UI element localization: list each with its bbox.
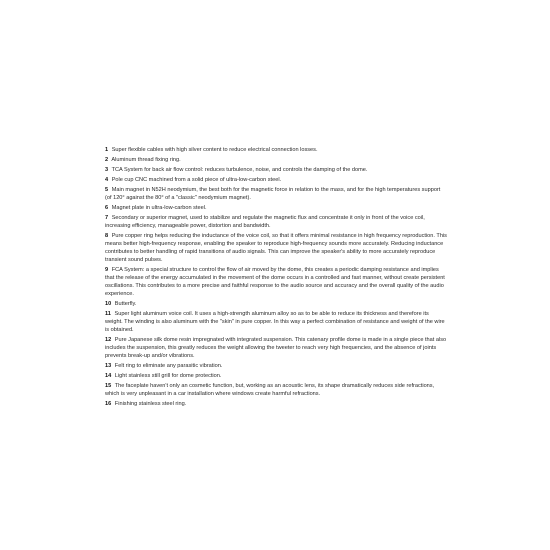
- spec-item-2: [105, 156, 447, 164]
- spec-number: 9: [105, 267, 109, 273]
- spec-item-14: [105, 372, 447, 380]
- spec-text: Butterfly.: [114, 301, 137, 307]
- spec-number: 15: [105, 383, 112, 389]
- spec-number: 7: [105, 215, 109, 221]
- spec-number: 16: [105, 401, 112, 407]
- spec-number: 5: [105, 187, 109, 193]
- spec-item-8: [105, 232, 447, 264]
- spec-text: Pole cup CNC machined from a solid piece of ultra-low-carbon steel.: [111, 177, 282, 183]
- spec-number: 10: [105, 301, 112, 307]
- spec-item-11: [105, 310, 447, 334]
- spec-item-13: [105, 362, 447, 370]
- spec-item-16: [105, 400, 447, 408]
- spec-text: FCA System: a special structure to control the flow of air moved by the dome, this creates a periodic damping resistance and implies that the release of the energy accumulated in the movement of the dome occurs in a controlled and fast manner, without create persistent oscillations. This contributes to a more precise and faithful response to the audio source and accuracy and the overall quality of the audio experience.: [105, 267, 445, 297]
- spec-text: TCA System for back air flow control: reduces turbulence, noise, and controls the damping of the dome.: [111, 167, 368, 173]
- spec-number: 3: [105, 167, 109, 173]
- spec-number: 13: [105, 363, 112, 369]
- spec-text: Main magnet in N52H neodymium, the best both for the magnetic force in relation to the mass, and for the high temperatures support (of 120° against the 80° of a "classic" neodymium magnet).: [105, 187, 441, 201]
- spec-item-10: [105, 300, 447, 308]
- spec-text: Finishing stainless steel ring.: [114, 401, 187, 407]
- spec-text: Felt ring to eliminate any parasitic vibration.: [114, 363, 223, 369]
- spec-number: 12: [105, 337, 112, 343]
- spec-text: Magnet plate in ultra-low-carbon steel.: [111, 205, 207, 211]
- spec-item-12: [105, 336, 447, 360]
- spec-item-9: [105, 266, 447, 298]
- spec-number: 8: [105, 233, 109, 239]
- spec-text: Pure Japanese silk dome resin impregnated with integrated suspension. This catenary profile dome is made in a single piece that also includes the suspension, this greatly reduces the weight allowing the tweeter to reach very high frequencies, and the absence of joints prevents break-up and/or vibrations.: [105, 337, 447, 359]
- spec-number: 14: [105, 373, 112, 379]
- spec-text: The faceplate haven't only an cosmetic function, but, working as an acoustic lens, its shape dramatically reduces side refractions, which is very unpleasant in a car installation where windows create harmful refractions.: [105, 383, 435, 397]
- spec-item-7: [105, 214, 447, 230]
- spec-item-1: [105, 146, 447, 154]
- spec-text: Light stainless still grill for dome protection.: [114, 373, 222, 379]
- spec-text: Super light aluminum voice coil. It uses a high-strength aluminum alloy so as to be able to reduce its thickness and therefore its weight. The winding is also aluminum with the "skin" in pure copper. In this way a perfect combination of resistance and weight of the wire is obtained.: [105, 311, 445, 333]
- spec-item-4: [105, 176, 447, 184]
- spec-text: Super flexible cables with high silver content to reduce electrical connection losses.: [111, 147, 318, 153]
- spec-number: 4: [105, 177, 109, 183]
- spec-number: 1: [105, 147, 109, 153]
- spec-text: Pure copper ring helps reducing the inductance of the voice coil, so that it offers minimal resistance in high frequency reproduction. This means better high-frequency response, enabling the speaker to reproduce high-frequency sounds more accurately. Reducing inductance contributes to better handling of rapid transitions of audio signals. This can improve the speaker's ability to more accurately reproduce transient sound pulses.: [105, 233, 447, 263]
- spec-number: 6: [105, 205, 109, 211]
- spec-number: 2: [105, 157, 109, 163]
- spec-text: Secondary or superior magnet, used to stabilize and regulate the magnetic flux and concentrate it only in front of the voice coil, increasing efficiency, manageable power, distortion and bandwidth.: [105, 215, 425, 229]
- spec-item-5: [105, 186, 447, 202]
- component-spec-list: [105, 146, 447, 410]
- spec-item-6: [105, 204, 447, 212]
- spec-item-15: [105, 382, 447, 398]
- spec-number: 11: [105, 311, 111, 317]
- spec-item-3: [105, 166, 447, 174]
- spec-text: Aluminum thread fixing ring.: [111, 157, 181, 163]
